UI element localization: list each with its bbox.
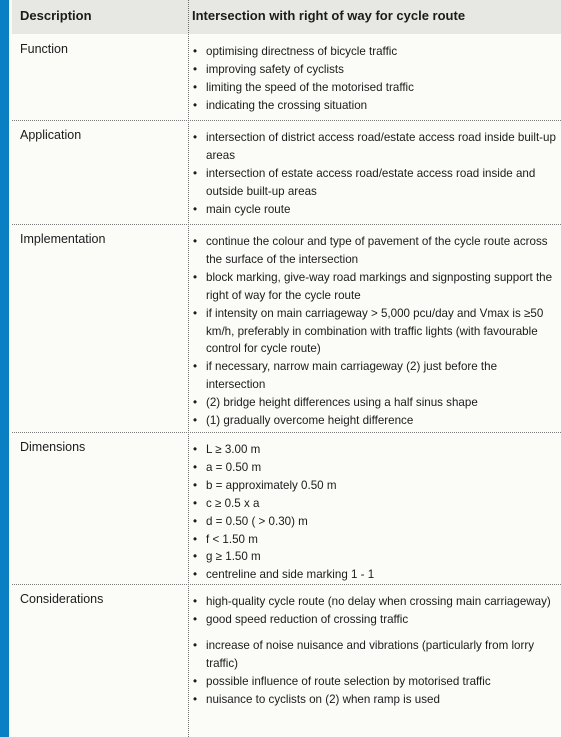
bullet-list — [192, 43, 557, 115]
row-label: Dimensions — [20, 440, 86, 454]
row-divider — [12, 432, 561, 433]
row-divider — [12, 224, 561, 225]
list-item: • indicating the crossing situation — [192, 97, 557, 115]
list-item: • improving safety of cyclists — [192, 61, 557, 79]
left-accent-bar — [0, 0, 9, 737]
list-item: • nuisance to cyclists on (2) when ramp is used — [192, 691, 557, 709]
list-item: • intersection of district access road/estate access road inside built-up areas — [192, 129, 557, 165]
bullet-list — [192, 129, 557, 219]
list-item: • possible influence of route selection by motorised traffic — [192, 673, 557, 691]
list-item: • if necessary, narrow main carriageway (2) just before the intersection — [192, 358, 557, 394]
row-divider — [12, 584, 561, 585]
list-item: • g ≥ 1.50 m — [192, 548, 557, 566]
column-divider — [188, 0, 189, 737]
list-item: • (2) bridge height differences using a half sinus shape — [192, 394, 557, 412]
list-item: • intersection of estate access road/estate access road inside and outside built-up areas — [192, 165, 557, 201]
list-item: • f < 1.50 m — [192, 531, 557, 549]
list-item: • if intensity on main carriageway > 5,000 pcu/day and Vmax is ≥50 km/h, preferably in combination with traffic lights (with favourable control for cycle route) — [192, 305, 557, 359]
list-item: • optimising directness of bicycle traffic — [192, 43, 557, 61]
list-item: • L ≥ 3.00 m — [192, 441, 557, 459]
bullet-list-advantages — [192, 593, 557, 708]
list-item: • main cycle route — [192, 201, 557, 219]
list-item: • limiting the speed of the motorised traffic — [192, 79, 557, 97]
list-item: • block marking, give-way road markings and signposting support the right of way for the cycle route — [192, 269, 557, 305]
list-item: • continue the colour and type of pavement of the cycle route across the surface of the intersection — [192, 233, 557, 269]
row-label: Implementation — [20, 232, 106, 246]
list-item: • a = 0.50 m — [192, 459, 557, 477]
list-item: • high-quality cycle route (no delay when crossing main carriageway) — [192, 593, 557, 611]
header-title: Intersection with right of way for cycle route — [192, 8, 466, 23]
list-item: • increase of noise nuisance and vibrations (particularly from lorry traffic) — [192, 637, 557, 673]
list-item: • d = 0.50 ( > 0.30) m — [192, 513, 557, 531]
bullet-list — [192, 441, 557, 584]
bullet-list — [192, 233, 557, 430]
list-item: • b = approximately 0.50 m — [192, 477, 557, 495]
list-item: • c ≥ 0.5 x a — [192, 495, 557, 513]
row-divider — [12, 120, 561, 121]
row-label: Application — [20, 128, 82, 142]
list-item: • good speed reduction of crossing traffic — [192, 611, 557, 629]
list-item: • (1) gradually overcome height difference — [192, 412, 557, 430]
table-header — [12, 0, 561, 34]
row-label: Function — [20, 42, 68, 56]
header-description: Description — [20, 8, 92, 23]
row-label: Considerations — [20, 592, 104, 606]
list-item: • centreline and side marking 1 - 1 — [192, 566, 557, 584]
